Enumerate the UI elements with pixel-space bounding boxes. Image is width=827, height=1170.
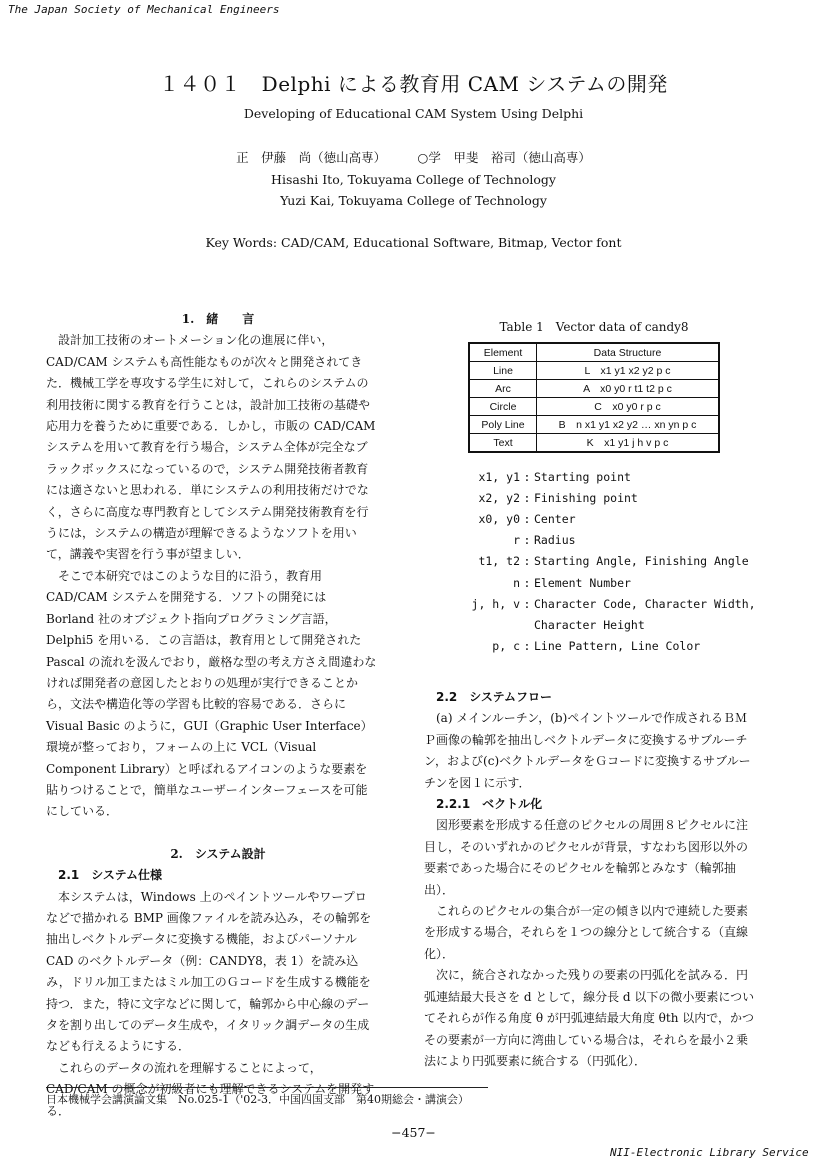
table-cell: Poly Line — [469, 416, 537, 434]
legend-description: Character Height — [534, 617, 645, 632]
paper-title: １４０１ Delphi による教育用 CAM システムの開発 — [159, 72, 668, 96]
table-row — [469, 434, 719, 453]
table-cell: C x0 y0 r p c — [537, 398, 720, 416]
author-1: Hisashi Ito, Tokuyama College of Technology — [271, 172, 556, 187]
legend-key: r — [513, 533, 520, 548]
legend-item: x1, y1 : Starting point — [440, 466, 770, 487]
section-1-heading: 1. 緒 言 — [181, 312, 255, 326]
table-cell: Arc — [469, 380, 537, 398]
table-cell: L x1 y1 x2 y2 p c — [537, 362, 720, 380]
table-cell: B n x1 y1 x2 y2 … xn yn p c — [537, 416, 720, 434]
legend-key: j, h, v — [471, 596, 520, 611]
legend-description: Radius — [534, 533, 576, 548]
service-footer: NII-Electronic Library Service — [610, 1146, 809, 1159]
section-2-2-1-paragraph-3: 次に，統合されなかった残りの要素の円弧化を試みる．円弧連結最大長さを d として，線分長 d 以下の微小要素についてそれらが作る角度 θ が円弧連結最大角度 θth 以内で，かつその要素が一方向に湾曲している場合は，それらを最小２乗法により円弧要素に統合する（円弧化）． — [424, 968, 755, 1068]
table-header-row — [469, 343, 719, 362]
legend-item: t1, t2 : Starting Angle, Finishing Angle — [440, 551, 770, 572]
legend-key: t1, t2 — [478, 554, 520, 569]
table-cell: K x1 y1 j h v p c — [537, 434, 720, 453]
table-row — [469, 398, 719, 416]
vector-data-table — [468, 342, 720, 453]
table-caption: Table 1 Vector data of candy8 — [499, 320, 689, 334]
section-2-1-heading: 2.1 システム仕様 — [58, 868, 163, 883]
legend-description: Finishing point — [534, 490, 638, 505]
section-2-1-paragraph-1: 本システムは，Windows 上のペイントツールやワープロなどで描かれる BMP 画像ファイルを読み込み，その輪郭を抽出しベクトルデータに変換する機能，およびパーソナル CAD のベクトルデータ（例：CANDY8，表 1）を読み込み，ドリル加工またはミル加工のＧコードを生成する機能を持つ．また，特に文字などに関して，輪郭から中心線のデータを割り出してのデータ生成や，イタリック調データの生成なども行えるようにする． — [46, 889, 372, 1054]
left-column — [46, 309, 378, 1122]
section-1-paragraph-1: 設計加工技術のオートメーション化の進展に伴い，CAD/CAM システムも高性能なものが次々と開発されてきた．機械工学を専攻する学生に対して，これらのシステムの利用技術に関する教育を行うことは，設計加工技術の基礎や応用力を養うために重要である．しかし，市販の CAD/CAM システムを用いて教育を行う場合，システム全体が完全なブラックボックスになっているので，システム開発技術者教育には適さないと思われる．単にシステムの利用技術だけでなく，さらに高度な専門教育としてシステム開発技術教育を行うには，システムの構造が理解できるようなソフトを用いて，講義や実習を行う事が望ましい． — [46, 333, 376, 562]
page-number: −457− — [391, 1125, 436, 1140]
legend-key: x0, y0 — [478, 511, 520, 526]
legend-description: Center — [534, 511, 576, 526]
legend-key: p, c — [492, 639, 520, 654]
section-2-2-heading: 2.2 システムフロー — [436, 690, 553, 704]
legend-item: p, c : Line Pattern, Line Color — [440, 636, 770, 657]
legend-key: n — [513, 575, 520, 590]
authors-japanese: 正 伊藤 尚（徳山高専） ○学 甲斐 裕司（徳山高専） — [236, 150, 591, 165]
section-2-1-paragraph-2: これらのデータの流れを理解することによって，CAD/CAM の概念が初級者にも理解できるシステムを開発する． — [46, 1060, 375, 1118]
section-2-2-1-paragraph-1: 図形要素を形成する任意のピクセルの周囲８ピクセルに注目し，そのいずれかのピクセルが背景，すなわち図形以外の要素であった場合にそのピクセルを輪郭とみなす（輪郭抽出）． — [424, 818, 749, 897]
table-header-cell: Element — [469, 343, 537, 362]
author-2: Yuzi Kai, Tokuyama College of Technology — [280, 193, 547, 208]
footer-rule — [46, 1087, 488, 1088]
table-legend — [440, 466, 770, 657]
table-cell: A x0 y0 r t1 t2 p c — [537, 380, 720, 398]
section-2-2-1-paragraph-2: これらのピクセルの集合が一定の傾き以内で連続した要素を形成する場合，それらを１つの線分として統合する（直線化）． — [424, 904, 749, 961]
section-2-heading: 2. システム設計 — [170, 846, 266, 861]
table-cell: Line — [469, 362, 537, 380]
proceedings-footer: 日本機械学会講演論文集 No.025-1（'02-3．中国四国支部 第40期総会・講演会） — [46, 1093, 469, 1106]
paper-subtitle: Developing of Educational CAM System Using Delphi — [243, 106, 584, 121]
legend-item — [440, 614, 770, 635]
legend-item: j, h, v : Character Code, Character Width, — [440, 593, 770, 614]
legend-key: x1, y1 — [478, 469, 520, 484]
legend-key: x2, y2 — [478, 490, 520, 505]
legend-item: n : Element Number — [440, 572, 770, 593]
section-1-paragraph-2: そこで本研究ではこのような目的に沿う，教育用 CAD/CAM システムを開発する．ソフトの開発には Borland 社のオブジェクト指向プログラミング言語，Delphi5 を用いる．この言語は，教育用として開発された Pascal の流れを汲んでおり，厳格な型の考え方さえ間違わなければ開発者の意図したとおりの処理が実行できることから，文法や構造化等の学習も比較的容易である．さらに Visual Basic のように，GUI（Graphic User Interface）環境が整っており，フォームの上に VCL（Visual Component Library）と呼ばれるアイコンのような要素を貼りつけることで，簡単なユーザーインターフェースを可能にしている． — [46, 568, 377, 819]
table-row — [469, 362, 719, 380]
legend-item: x0, y0 : Center — [440, 508, 770, 529]
legend-description: Element Number — [534, 575, 631, 590]
legend-description: Starting point — [534, 469, 631, 484]
table-row — [469, 380, 719, 398]
legend-description: Character Code, Character Width, — [534, 596, 756, 611]
legend-item: x2, y2 : Finishing point — [440, 487, 770, 508]
right-column — [424, 687, 756, 1072]
legend-item: r : Radius — [440, 530, 770, 551]
table-row — [469, 416, 719, 434]
legend-description: Starting Angle, Finishing Angle — [534, 554, 749, 569]
table-header-cell: Data Structure — [537, 343, 720, 362]
society-header: The Japan Society of Mechanical Engineers — [8, 3, 280, 16]
legend-description: Line Pattern, Line Color — [534, 639, 701, 654]
table-cell: Text — [469, 434, 537, 453]
keywords: Key Words: CAD/CAM, Educational Software, Bitmap, Vector font — [205, 235, 622, 250]
table-cell: Circle — [469, 398, 537, 416]
section-2-2-1-heading: 2.2.1 ベクトル化 — [436, 797, 543, 812]
section-2-2-paragraph-1: (a) メインルーチン，(b)ペイントツールで作成されるＢＭＰ画像の輪郭を抽出しベクトルデータに変換するサブルーチン，および(c)ベクトルデータをＧコードに変換するサブルーチンを図１に示す． — [424, 711, 751, 790]
